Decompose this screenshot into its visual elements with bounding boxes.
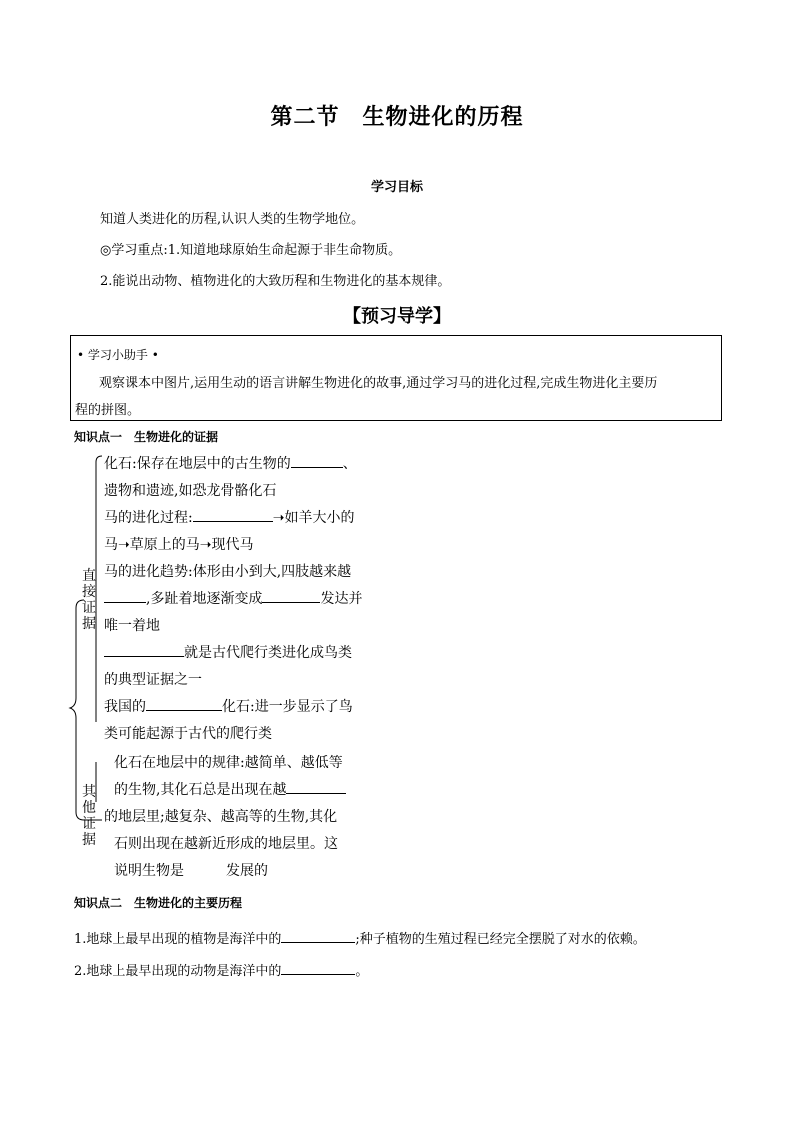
other-evidence-block [104, 750, 346, 885]
direct-line [104, 694, 362, 721]
text-segment: 2.地球上最早出现的动物是海洋中的 [74, 964, 282, 979]
objective-line-1: 知道人类进化的历程,认识人类的生物学地位。 [100, 212, 365, 227]
text-segment: 说明生物是 [114, 863, 184, 879]
helper-box-line-1: 观察课本中图片,运用生动的语言讲解生物进化的故事,通过学习马的进化过程,完成生物进化主要历 [99, 376, 658, 391]
text-segment: 、 [342, 456, 357, 472]
direct-evidence-block [104, 451, 362, 748]
preview-heading: 【预习导学】 [343, 306, 451, 327]
text-segment: 马➝草原上的马➝现代马 [104, 537, 254, 553]
direct-line [104, 532, 362, 559]
direct-line [104, 478, 362, 505]
text-segment: 马的进化过程: [104, 510, 193, 526]
text-segment: 。 [355, 964, 369, 979]
direct-line [104, 559, 362, 586]
direct-evidence-text: 直接证据 [82, 568, 96, 632]
question-1 [74, 928, 646, 947]
objective-line-2: ◎学习重点:1.知道地球原始生命起源于非生命物质。 [100, 243, 402, 258]
text-segment: ;种子植物的生殖过程已经完全摆脱了对水的依赖。 [355, 932, 646, 947]
answer-blank[interactable] [281, 941, 355, 943]
text-segment: 化石:保存在地层中的古生物的 [104, 456, 291, 472]
other-line [104, 777, 346, 804]
direct-line [104, 613, 362, 640]
text-segment: 的地层里;越复杂、越高等的生物,其化 [104, 809, 338, 825]
knowledge1-heading: 知识点一 生物进化的证据 [74, 430, 219, 444]
text-segment: 唯一着地 [104, 618, 160, 634]
text-segment: 1.地球上最早出现的植物是海洋中的 [74, 932, 282, 947]
knowledge2-heading: 知识点二 生物进化的主要历程 [74, 896, 243, 910]
text-segment: 发达并 [320, 591, 363, 607]
other-line [104, 858, 346, 885]
text-segment: 类可能起源于古代的爬行类 [104, 726, 272, 742]
objectives-heading: 学习目标 [370, 180, 423, 195]
other-evidence-text: 其他证据 [82, 784, 96, 848]
text-segment: 的生物,其化石总是出现在越 [114, 782, 287, 798]
helper-box-label: • 学习小助手 • [77, 348, 159, 362]
helper-box-line-2: 程的拼图。 [75, 403, 141, 418]
text-segment: 化石在地层中的规律:越简单、越低等 [114, 755, 343, 771]
text-segment: 的典型证据之一 [104, 672, 202, 688]
answer-blank[interactable] [146, 709, 222, 711]
direct-line [104, 451, 362, 478]
direct-line [104, 586, 362, 613]
other-evidence-label [81, 784, 97, 848]
direct-line [104, 640, 362, 667]
answer-blank[interactable] [193, 520, 273, 522]
helper-box [70, 335, 722, 421]
answer-blank[interactable] [262, 601, 320, 603]
direct-line [104, 667, 362, 694]
page-title: 第二节 生物进化的历程 [270, 105, 524, 130]
text-segment: 石则出现在越新近形成的地层里。这 [114, 836, 338, 852]
answer-blank[interactable] [286, 792, 346, 794]
answer-blank[interactable] [291, 466, 343, 468]
direct-line [104, 721, 362, 748]
answer-blank[interactable] [281, 973, 355, 975]
direct-evidence-label [81, 568, 97, 632]
direct-line [104, 505, 362, 532]
other-line [104, 831, 346, 858]
other-line [104, 750, 346, 777]
question-2 [74, 960, 368, 979]
text-segment: ,多趾着地逐渐变成 [146, 591, 263, 607]
other-line [104, 804, 346, 831]
text-segment: 我国的 [104, 699, 146, 715]
objective-line-3: 2.能说出动物、植物进化的大致历程和生物进化的基本规律。 [100, 274, 451, 289]
answer-blank[interactable] [104, 601, 146, 603]
text-segment: ➝如羊大小的 [272, 510, 355, 526]
text-segment: 就是古代爬行类进化成鸟类 [184, 645, 352, 661]
text-segment: 马的进化趋势:体形由小到大,四肢越来越 [104, 564, 352, 580]
answer-blank[interactable] [104, 655, 184, 657]
text-segment: 化石:进一步显示了鸟 [222, 699, 353, 715]
text-segment: 发展的 [226, 863, 268, 879]
text-segment: 遗物和遗迹,如恐龙骨骼化石 [104, 483, 277, 499]
